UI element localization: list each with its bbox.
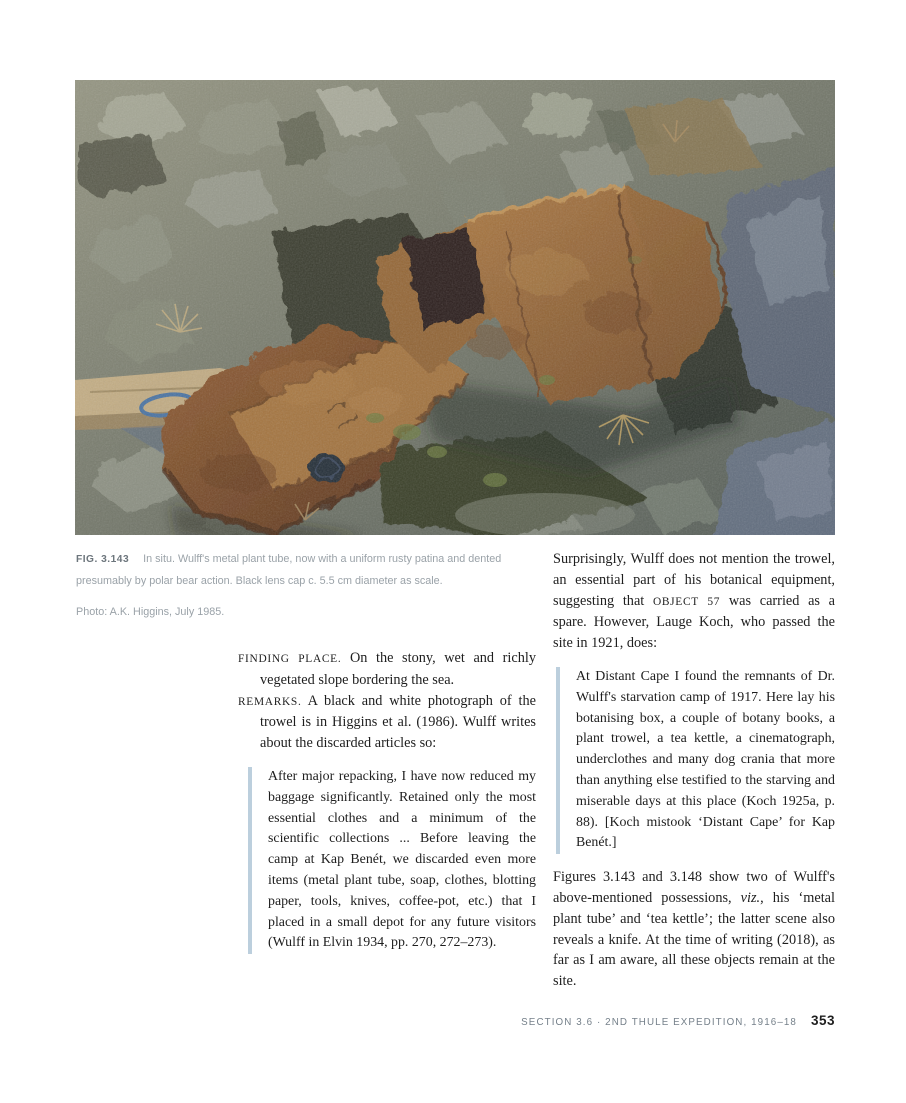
- paragraph-surprisingly: [553, 549, 835, 654]
- running-section-title: SECTION 3.6 · 2ND THULE EXPEDITION, 1916–18: [521, 1017, 797, 1028]
- figure-number: FIG. 3.143: [76, 554, 130, 565]
- finding-place-entry: [238, 648, 536, 691]
- metal-plant-tube-photo: [75, 80, 835, 535]
- remarks-label: REMARKS.: [238, 695, 302, 708]
- remarks-entry: [238, 691, 536, 754]
- left-column: [238, 648, 536, 967]
- wulff-quote: After major repacking, I have now reduced my baggage significantly. Retained only the most essential clothes and a minimum of the scientific collections ... Before leaving the camp at Kap Benét, we discarded even more items (metal plant tube, soap, clothes, blotting paper, tools, knives, coffee-pot, etc.) that I placed in a small depot for any future visitors (Wulff in Elvin 1934, pp. 270, 272–273).: [248, 767, 536, 954]
- right-column: [553, 549, 835, 992]
- photo-credit: Photo: A.K. Higgins, July 1985.: [76, 606, 225, 618]
- page-footer: [521, 1013, 835, 1028]
- para1-text-cont: was carried as a spare. However, Lauge Koch, who passed the site in 1921, does:: [553, 592, 836, 652]
- finding-place-text: On the stony, wet and richly vegetated slope bordering the sea.: [260, 650, 536, 688]
- koch-quote: At Distant Cape I found the remnants of Dr. Wulff's starvation camp of 1917. Here lay his botanising box, a couple of botany books, a plant trowel, a tea kettle, a cinematograph, underclothes and many dog crania that more than anything else testified to the starving and miserable days at this place (Koch 1925a, p. 88). [Koch mistook ‘Distant Cape’ for Kap Benét.]: [556, 667, 835, 854]
- caption-body: In situ. Wulff's metal plant tube, now with a uniform rusty patina and dented presumably by polar bear action. Black lens cap c. 5.5 cm diameter as scale.: [76, 553, 502, 587]
- remarks-text: A black and white photograph of the trowel is in Higgins et al. (1986). Wulff writes about the discarded articles so:: [260, 692, 536, 752]
- para1-text: Surprisingly, Wulff does not mention the trowel, an essential part of his botanical equipment, suggesting that: [553, 551, 835, 609]
- photo-grain: [75, 80, 835, 535]
- figure-photo: [75, 80, 835, 535]
- page-number: 353: [810, 1013, 835, 1028]
- figure-caption: [76, 549, 528, 624]
- viz-italic: viz.: [740, 889, 761, 906]
- para2-text-cont: , his ‘metal plant tube’ and ‘tea kettle’; the latter scene also reveals a knife. At the time of writing (2018), as far as I am aware, all these objects remain at the site.: [553, 889, 835, 990]
- paragraph-figures: [553, 867, 835, 992]
- finding-place-label: FINDING PLACE.: [238, 653, 342, 665]
- caption-text: [76, 549, 528, 592]
- object-57-reference: OBJECT 57: [652, 595, 721, 608]
- para2-text: Figures 3.143 and 3.148 show two of Wulff's above-mentioned possessions,: [553, 869, 835, 906]
